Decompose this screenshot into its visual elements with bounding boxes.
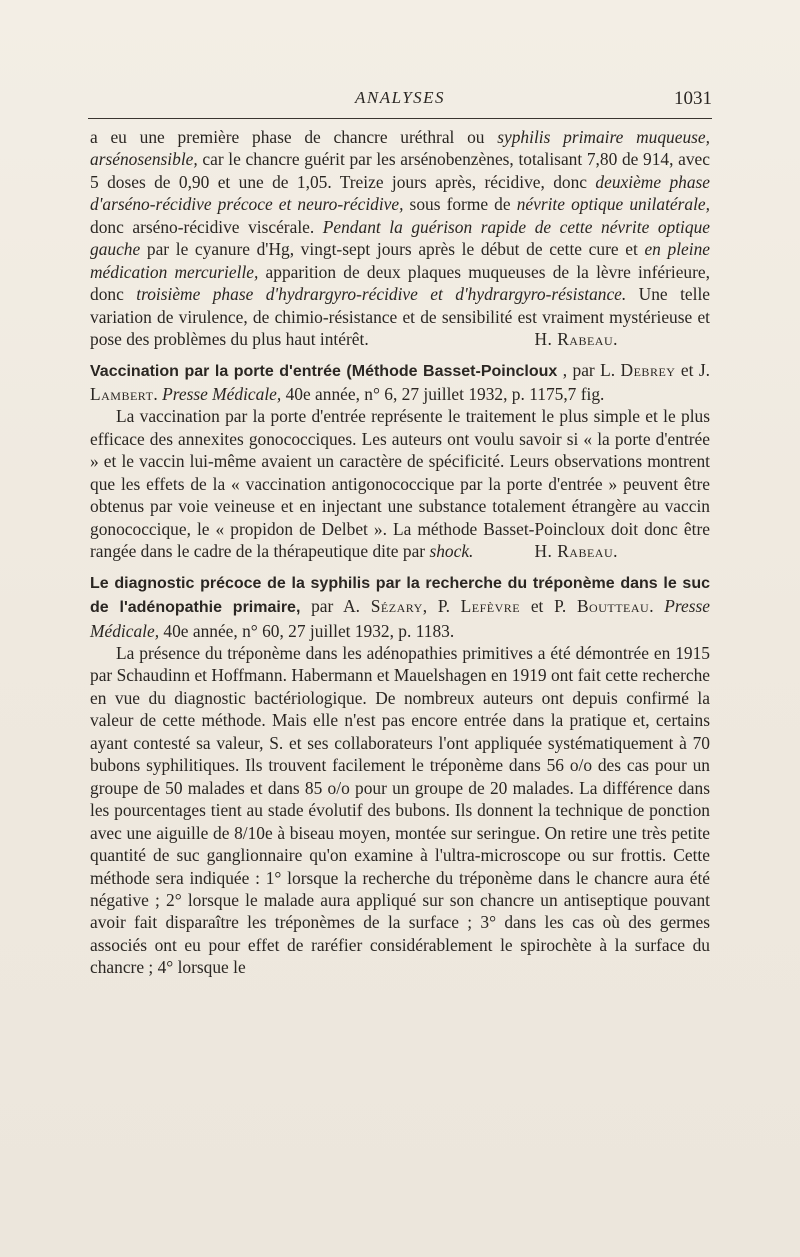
- entry-title: Le diagnostic précoce de la syphilis par la recherche du tréponème dans le suc de l'adénopathie primaire,: [90, 574, 710, 617]
- italic-run: deuxième phase d'arséno-récidive précoce et neuro-récidive,: [90, 171, 711, 215]
- author-name: Boutteau: [576, 596, 650, 617]
- italic-run: troisième phase d'hydrargyro-récidive et d'hydrargyro-résistance.: [136, 284, 627, 305]
- text-run: , P.: [422, 596, 461, 617]
- signature: H. Rabeau.: [534, 541, 618, 562]
- entry-heading: [90, 571, 710, 642]
- text-run: Une telle variation de virulence, de chimio-résistance et de sensibilité est vraiment mystérieuse et pose des problèmes du plus haut intérêt.: [90, 284, 710, 350]
- author-name: Lambert: [90, 384, 154, 404]
- text-run: .: [649, 596, 665, 617]
- text-run: par le cyanure d'Hg, vingt-sept jours après le début de cette cure et: [140, 239, 645, 260]
- text-run: , par L.: [557, 359, 621, 380]
- text-run: sous forme de: [403, 194, 517, 215]
- text-run: La vaccination par la porte d'entrée représente le traitement le plus simple et le plus efficace des annexites gonococciques. Les auteurs ont voulu savoir si « la porte d'entrée » et le vaccin lui-même avaient un caractère de spécificité. Leurs observations montrent que les effets de la « vaccination antigonococcique par la porte d'entrée » peuvent être obtenus par voie veineuse et en injectant une substance totalement étrangère au vaccin gonococcique, le « propidon de Delbet ». La méthode Basset-Poincloux doit donc être rangée dans le cadre de la thérapeutique dite par: [90, 406, 710, 562]
- text-run: et J.: [675, 359, 710, 380]
- entry-body: La présence du tréponème dans les adénopathies primitives a été démontrée en 1915 par Schaudinn et Hoffmann. Habermann et Mauelshagen en 1919 ont fait cette recherche en vue du diagnostic bactériologique. De nombreux auteurs ont depuis confirmé la valeur de cette méthode. Mais elle n'est pas encore entrée dans la pratique et, certains ayant contesté sa valeur, S. et ses collaborateurs l'ont appliquée systématiquement à 70 bubons syphilitiques. Ils trouvent facilement le tréponème dans 56 o/o des cas pour un groupe de 50 malades et dans 85 o/o pour un groupe de 20 malades. La différence dans les pourcentages tient au stade évolutif des bubons. Ils donnent la technique de ponction avec une aiguille de 8/10e à biseau moyen, montée sur seringue. On retire une très petite quantité de suc ganglionnaire qu'on examine à l'ultra-microscope ou sur frottis. Cette méthode sera indiquée : 1° lorsque la recherche du tréponème dans le chancre aura été négative ; 2° lorsque le malade aura appliqué sur son chancre un antiseptique pouvant avoir fait disparaître les tréponèmes de la surface ; 3° dans les cas où des germes associés ont eu pour effet de raréfier considérablement le spirochète à la surface du chancre ; 4° lorsque le: [90, 643, 710, 978]
- italic-run: shock.: [429, 541, 474, 562]
- author-name: Lefèvre: [460, 596, 521, 617]
- entry-title: Vaccination par la porte d'entrée (Méthode Basset-Poincloux: [90, 362, 558, 380]
- text-run: donc arséno-récidive viscérale.: [90, 216, 323, 237]
- italic-run: névrite optique unilatérale,: [516, 194, 710, 215]
- citation: 40e année, n° 60, 27 juillet 1932, p. 1183.: [159, 620, 455, 641]
- italic-run: Pendant la guérison rapide de cette névrite optique gauche: [90, 216, 710, 260]
- entry-body: [90, 405, 710, 562]
- author-name: Debrey: [620, 359, 676, 380]
- italic-run: en pleine médication mercurielle,: [90, 239, 710, 282]
- text-run: a eu une première phase de chancre uréthral ou: [90, 127, 498, 147]
- text-run: et P.: [520, 596, 577, 617]
- article-content: [90, 126, 710, 979]
- italic-run: syphilis primaire muqueuse, arsénosensible,: [90, 127, 710, 170]
- paragraph-continued: [90, 126, 710, 351]
- running-title: ANALYSES: [354, 88, 446, 107]
- journal-name: Presse Médicale,: [90, 596, 710, 641]
- text-run: .: [153, 384, 163, 404]
- text-run: car le chancre guérit par les arsénobenzènes, totalisant 7,80 de 914, avec 5 doses de 0,90 et une de 1,05. Treize jours après, récidive, donc: [90, 149, 710, 192]
- signature: H. Rabeau.: [534, 329, 618, 350]
- author-name: Sézary: [370, 596, 423, 617]
- text-run: apparition de deux plaques muqueuses de la lèvre inférieure, donc: [90, 261, 710, 305]
- page-number: 1031: [674, 88, 712, 109]
- entry-heading: [90, 359, 710, 406]
- citation: 40e année, n° 6, 27 juillet 1932, p. 1175,7 fig.: [281, 384, 605, 404]
- running-header: [88, 84, 712, 119]
- text-run: par A.: [300, 596, 371, 617]
- journal-name: Presse Médicale,: [162, 384, 282, 404]
